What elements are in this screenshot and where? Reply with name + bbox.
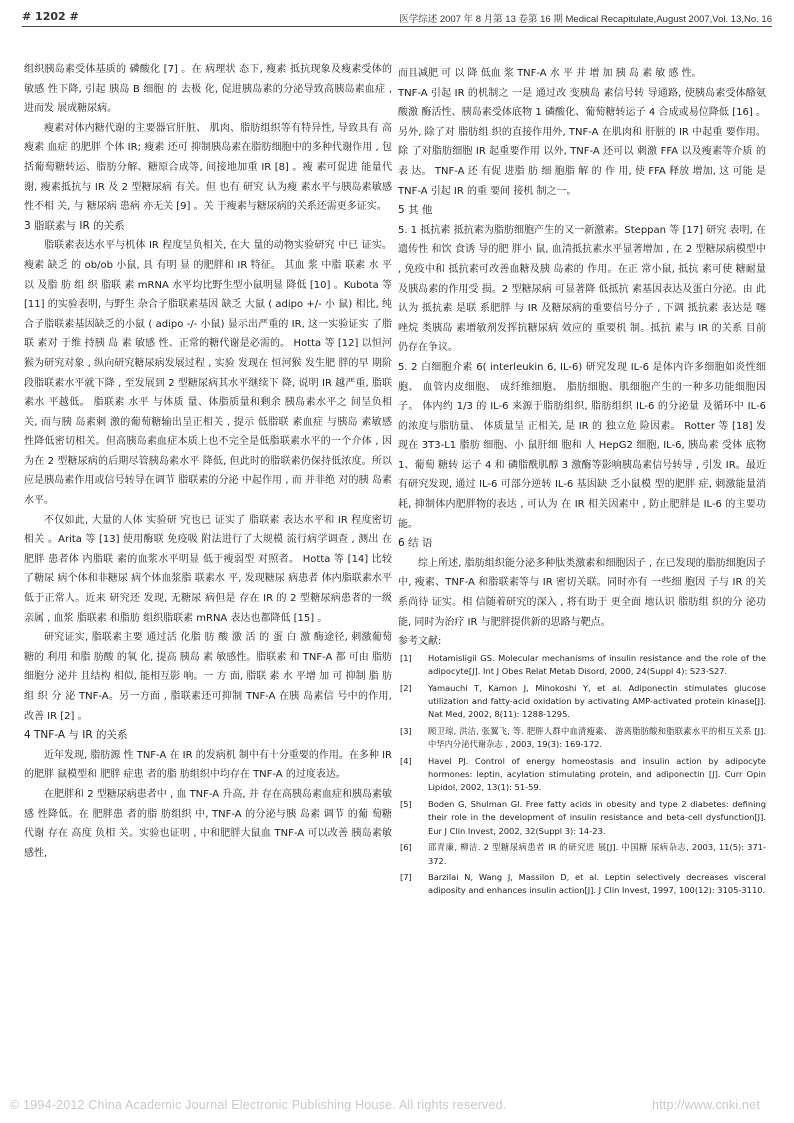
reference-item [398,871,766,898]
body-paragraph: 不仅如此, 大量的人体 实验研 究也已 证实了 脂联素 表达水平和 IR 程度密切相关 。Arita 等 [13] 使用酶联 免疫吸 附法进行了大规模 流行病学调查 , 测出 在肥胖 患者体 内脂联 素的血浆水平明显 低于瘦弱型 对照者。 Hotta 等 [14] 比较 了糖尿 病个体和非糖尿 病个体血浆脂 联素水 平, 发现糖尿 病患者 体内脂联素水平低于正常人。近来 研究还 发现, 无糖尿 病但是 存在 IR 的 2 型糖尿病患者的一级亲属 , 血浆 脂联素 和脂肪 组织脂联素 mRNA 表达也都降低 [15] 。 [24,514,392,624]
right-column [398,64,766,901]
page-number: # 1202 # [22,10,79,23]
footer-watermark [10,1098,790,1112]
body-paragraph: 研究证实, 脂联素主要 通过活 化脂 肪 酸 激 活 的 蛋 白 激 酶途径, 刺激葡萄 糖的 利用 和脂 肪酸 的氧 化, 提高 胰岛 素 敏感性。脂联素 和 TNF-A 都 可由 脂肪 细胞分 泌并 且结构 相似, 能相互影 响。一 方 面, 脂联 素 水 平增 加 可 抑制 脂 肪 组 织 分 泌 TNF-A。另一方面 , 脂联素还可抑制 TNF-A 在胰 岛素信 号中的作用, 改善 IR [2] 。 [24,632,392,722]
header-rule [22,26,772,27]
section-heading-4: 4 TNF-A 与 IR 的关系 [24,729,128,742]
section-heading-5: 5 其 他 [398,204,433,217]
section-heading-6: 6 结 语 [398,537,433,550]
reference-number: [4] [400,755,412,766]
reference-number: [5] [400,798,412,809]
body-paragraph: 组织胰岛素受体基质的 磷酸化 [7] 。在 病理状 态下, 瘦素 抵抗现象及瘦素受体的 敏感 性下降, 引起 胰岛 B 细胞 的 去极 化, 促进胰岛素的分泌导致高胰岛素血症 , 进而发 展成糖尿病。 [24,64,392,115]
body-paragraph: 近年发现, 脂肪源 性 TNF-A 在 IR 的发病机 制中有十分重要的作用。在多种 IR 的肥胖 鼠模型和 肥胖 症患 者的脂 肪组织中均存在 TNF-A 的过度表达。 [24,749,392,781]
reference-item [398,652,766,679]
reference-list [398,652,766,898]
copyright-text: © 1994-2012 China Academic Journal Electronic Publishing House. All rights reserved. [10,1098,507,1112]
body-paragraph: 而且减肥 可 以 降 低血 浆 TNF-A 水 平 并 增 加 胰 岛 素 敏 感 性。 [398,68,702,79]
body-paragraph: 瘦素对体内糖代谢的主要器官肝脏、 肌肉、脂肪组织等有特异性, 导致具有 高瘦素 血症 的肥胖 个体 IR; 瘦素 还可 抑制胰岛素在脂肪细胞中的多种代谢作用 , 包括葡萄糖转运、脂肪分解、糖原合成等, 间接地加重 IR [8] 。瘦 素可促进 能量代 谢, 瘦素抵抗与 IR 及 2 型糖尿病 有关。但 也有 研究 认为瘦 素水平与胰岛素敏感性不相 关, 与 糖尿病 患病 亦无关 [9] 。关 于瘦素与糖尿病的关系还需更多证实。 [24,122,392,213]
reference-item [398,755,766,795]
reference-number: [7] [400,871,412,882]
reference-number: [6] [400,842,412,853]
reference-text: Boden G, Shulman GI. Free fatty acids in obesity and type 2 diabetes: defining their role in the development of insulin resistance and beta-cell dysfunction[J]. Eur J Clin Invest, 2002, 32(Suppl 3): 14-23. [428,798,766,836]
references-title: 参考文献: [398,636,442,648]
journal-header: 医学综述 2007 年 8 月第 13 卷第 16 期 Medical Recapitulate,August 2007,Vol. 13,No. 16 [399,14,772,25]
body-paragraph: 5. 2 白细胞介素 6( interleukin 6, IL-6) 研究发现 IL-6 是体内许多细胞如炎性细胞、 血管内皮细胞、 成纤维细胞、 脂肪细胞、肌细胞产生的一种多功能细胞因 子。 体内约 1/3 的 IL-6 来源于脂肪组织, 脂肪组织 IL-6 的分泌量 及循环中 IL-6 的浓度与脂肪量、 体质量呈 正相关, 是 IR 的 独立危 险因素。 Rotter 等 [18] 发现在 3T3-L1 脂肪 细胞、小 鼠肝细 胞和 人 HepG2 细胞, IL-6, 胰岛素 受体 底物 1、葡萄 糖转 运子 4 和 磷脂酰肌醇 3 激酶等影响胰岛素信号转导 , 引发 IR。最近 有研究发现, 通过 IL-6 可部分逆转 IL-6 基因缺 乏小鼠模 型的肥胖 症, 刺激能量消耗, 抑制体内肥胖物的表达 , 可认为 在 IR 相关因素中 , 防止肥胖是 IL-6 的主要功能。 [398,361,766,530]
section-heading-3: 3 脂联素与 IR 的关系 [24,219,125,232]
page-header [22,8,772,26]
body-paragraph: TNF-A 引起 IR 的机制之 一是 通过改 变胰岛 素信号转 导通路, 使胰岛素受体酪氨酸激 酶活性、胰岛素受体底物 1 磷酸化、葡萄糖转运子 4 合成或易位降低 [16] 。另外, 除了对 脂肪组 织的直接作用外, TNF-A 在肌肉和 肝脏的 IR 中起重 要作用。 除 了对脂肪细胞 IR 起重要作用 以外, TNF-A 还可以 刺激 FFA 以及瘦素等介质 的表 达。 TNF-A 还 有促 进脂 肪 细 胞脂 解 的 作 用, 使 FFA 释放 增加, 这 可能 是 TNF-A 引起 IR 的重 要间 接机 制之一。 [398,87,766,197]
reference-text: Yamauchi T, Kamon J, Minokoshi Y, et al. Adiponectin stimulates glucose utilization and fatty-acid oxidation by activating AMP-activated protein kinase[J]. Nat Med, 2002, 8(11): 1288-1295. [428,682,766,720]
body-paragraph: 5. 1 抵抗素 抵抗素为脂肪细胞产生的又一新激素。Steppan 等 [17] 研究 表明, 在遗传性 和饮 食诱 导的肥 胖小 鼠, 血清抵抗素水平显著增加 , 在 2 型糖尿病模型中 , 免疫中和 抵抗素可改善血糖及胰 岛素的 作用。在正 常小鼠, 抵抗 素可使 糖耐量及胰岛素的作用受 损。2 型糖尿病 可显著降 低抵抗 素基因表达及蛋白分泌。由 此认为 抵抗素 是联 系肥胖 与 IR 及糖尿病的重要信号分子 , 下调 抵抗素 表达是 噻唑烷 类胰岛 素增敏剂发挥抗糖尿病 效应的 重要机 制。抵抗 素与 IR 的关系 目前仍存在争议。 [398,224,766,354]
reference-text: Hotamisligil GS. Molecular mechanisms of insulin resistance and the role of the adipocyte[J]. Int J Obes Relat Metab Disord, 2000, 24(Suppl 4): S23-S27. [428,652,766,677]
body-paragraph: 综上所述, 脂肪组织能分泌多种肽类激素和细胞因子 , 在已发现的脂肪细胞因子 中, 瘦素、TNF-A 和脂联素等与 IR 密切关联。同时亦有 一些细 胞因 子与 IR 的关 系尚待 证实。相 信随着研究的深入 , 将有助于 更全面 地认识 脂肪组 织的分 泌功能, 同时为治疗 IR 与肥胖提供新的思路与靶点。 [398,557,766,628]
reference-number: [3] [400,725,412,736]
left-column [24,60,392,863]
reference-text: Barzilai N, Wang J, Massilon D, et al. Leptin selectively decreases visceral adiposity and enhances insulin action[J]. J Clin Invest, 1997, 100(12): 3105-3110. [428,871,766,896]
body-paragraph: 脂联素表达水平与机体 IR 程度呈负相关, 在大 量的动物实验研究 中已 证实。 瘦素 缺乏 的 ob/ob 小鼠, 具 有明 显 的肥胖和 IR 特征。 其血 浆 中脂 联素 水 平 以 及脂 肪 组 织 脂联 素 mRNA 水平均比野生型小鼠明显 降低 [10] 。Kubota 等 [11] 的实验表明, 与野生 杂合子脂联素基因 缺乏 大鼠 ( adipo +/- 小 鼠) 相比, 纯合子脂联素基因缺乏的小鼠 ( adipo -/- 小鼠) 显示出严重的 IR, 这一实验证实 了脂联 素对 于维 持胰 岛 素 敏感 性、正常的糖代谢是必需的。 Hotta 等 [12] 以恒河猴为研究对象 , 纵向研究糖尿病发展过程 , 实验 发现在 恒河猴 发生肥 胖的早 期阶段脂联素水平就下降 , 至发展到 2 型糖尿病其水平继续下 降, 说明 IR 越严重, 脂联素水 平越低。 脂联素 水平 与体质 量、体脂质量和剩余 胰岛素水平之 间呈负相 关, 而与胰 岛素刺 激的葡萄糖输出呈正相关 , 提示 低脂联 素血症 与胰岛 素敏感 性降低密切相关。但高胰岛素血症本质上也不完全是低脂联素水平的一个介体 , 因为在 2 型糖尿病的后期尽管胰岛素水平 降低, 但此时的脂联素仍保持低浓度。所以应是胰岛素作用或信号转导在调节 脂联素的分泌 中起作用 , 而 并非绝 对的胰 岛素水平。 [24,240,392,507]
reference-number: [2] [400,682,412,693]
reference-item [398,798,766,838]
reference-text: 邵青廉, 柳洁. 2 型糖尿病患者 IR 的研究进 展[J]. 中国糖 尿病杂志, 2003, 11(5): 371-372. [428,842,766,866]
reference-number: [1] [400,652,412,663]
body-paragraph: 在肥胖和 2 型糖尿病患者中 , 血 TNF-A 升高, 并 存在高胰岛素血症和胰岛素敏感 性降低。在 肥胖患 者的脂 肪组织 中, TNF-A 的分泌与胰 岛素 调节 的葡 萄糖 代谢 存在 高度 负相 关。实验也证明 , 中和肥胖大鼠血 TNF-A 可以改善 胰岛素敏 感性, [24,788,392,859]
reference-text: 顾卫琼, 洪洁, 张翼飞, 等. 肥胖人群中血清瘦素、 游离脂肪酸和脂联素水平的相互关系 [J]. 中华内分泌代谢杂志 , 2003, 19(3): 169-172. [428,725,766,750]
footer-url: http://www.cnki.net [651,1098,760,1112]
reference-text: Havel PJ. Control of energy homeostasis and insulin action by adipocyte hormones: leptin, acylation stimulating protein, and adiponectin [J]. Curr Opin Lipidol, 2002, 13(1): 51-59. [428,755,766,793]
reference-item [398,682,766,722]
reference-item [398,841,766,868]
reference-item [398,725,766,752]
